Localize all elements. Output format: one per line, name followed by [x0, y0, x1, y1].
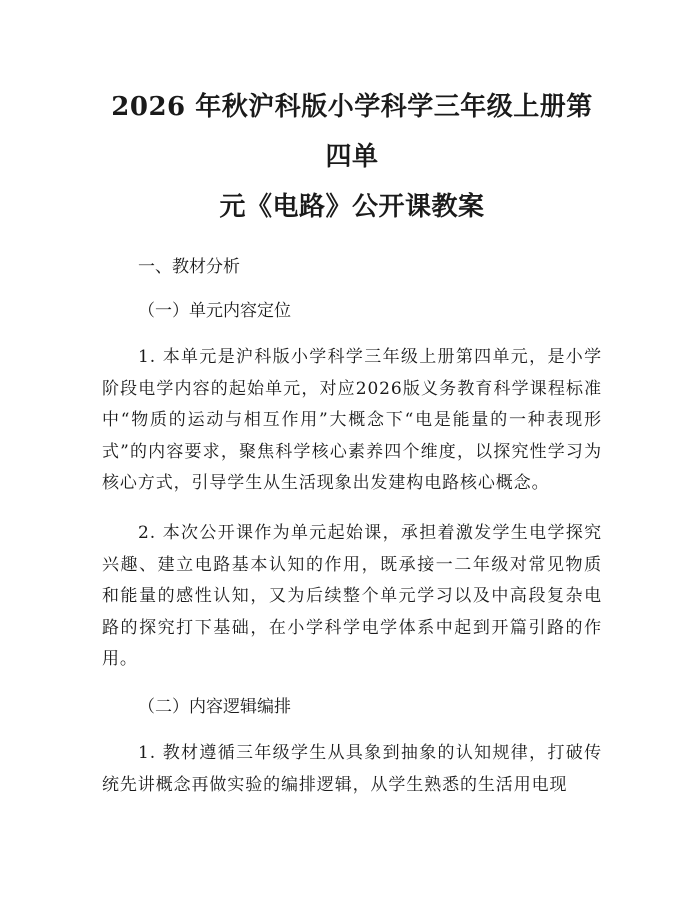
section-heading-textbook-analysis: 一、教材分析 — [138, 257, 240, 277]
subsection-heading-content-logic: （二）内容逻辑编排 — [138, 696, 291, 717]
document-title — [102, 82, 602, 232]
title-line-1: 2026 年秋沪科版小学科学三年级上册第四单 — [111, 92, 593, 172]
paragraph-content-logic-1: 1. 教材遵循三年级学生从具象到抽象的认知规律，打破传统先讲概念再做实验的编排逻辑，从学生熟悉的生活用电现 — [102, 742, 602, 795]
paragraph-unit-positioning-1: 1. 本单元是沪科版小学科学三年级上册第四单元，是小学阶段电学内容的起始单元，对应2026版义务教育科学课程标准中“物质的运动与相互作用”大概念下“电是能量的一种表现形式”的内容要求，聚焦科学核心素养四个维度，以探究性学习为核心方式，引导学生从生活现象出发建构电路核心概念。 — [102, 347, 602, 494]
title-line-2: 元《电路》公开课教案 — [219, 192, 485, 222]
subsection-heading-unit-positioning: （一）单元内容定位 — [138, 301, 291, 321]
paragraph-unit-positioning-2: 2. 本次公开课作为单元起始课，承担着激发学生电学探究兴趣、建立电路基本认知的作用，既承接一二年级对常见物质和能量的感性认知，又为后续整个单元学习以及中高段复杂电路的探究打下基础，在小学科学电学体系中起到开篇引路的作用。 — [102, 522, 602, 670]
